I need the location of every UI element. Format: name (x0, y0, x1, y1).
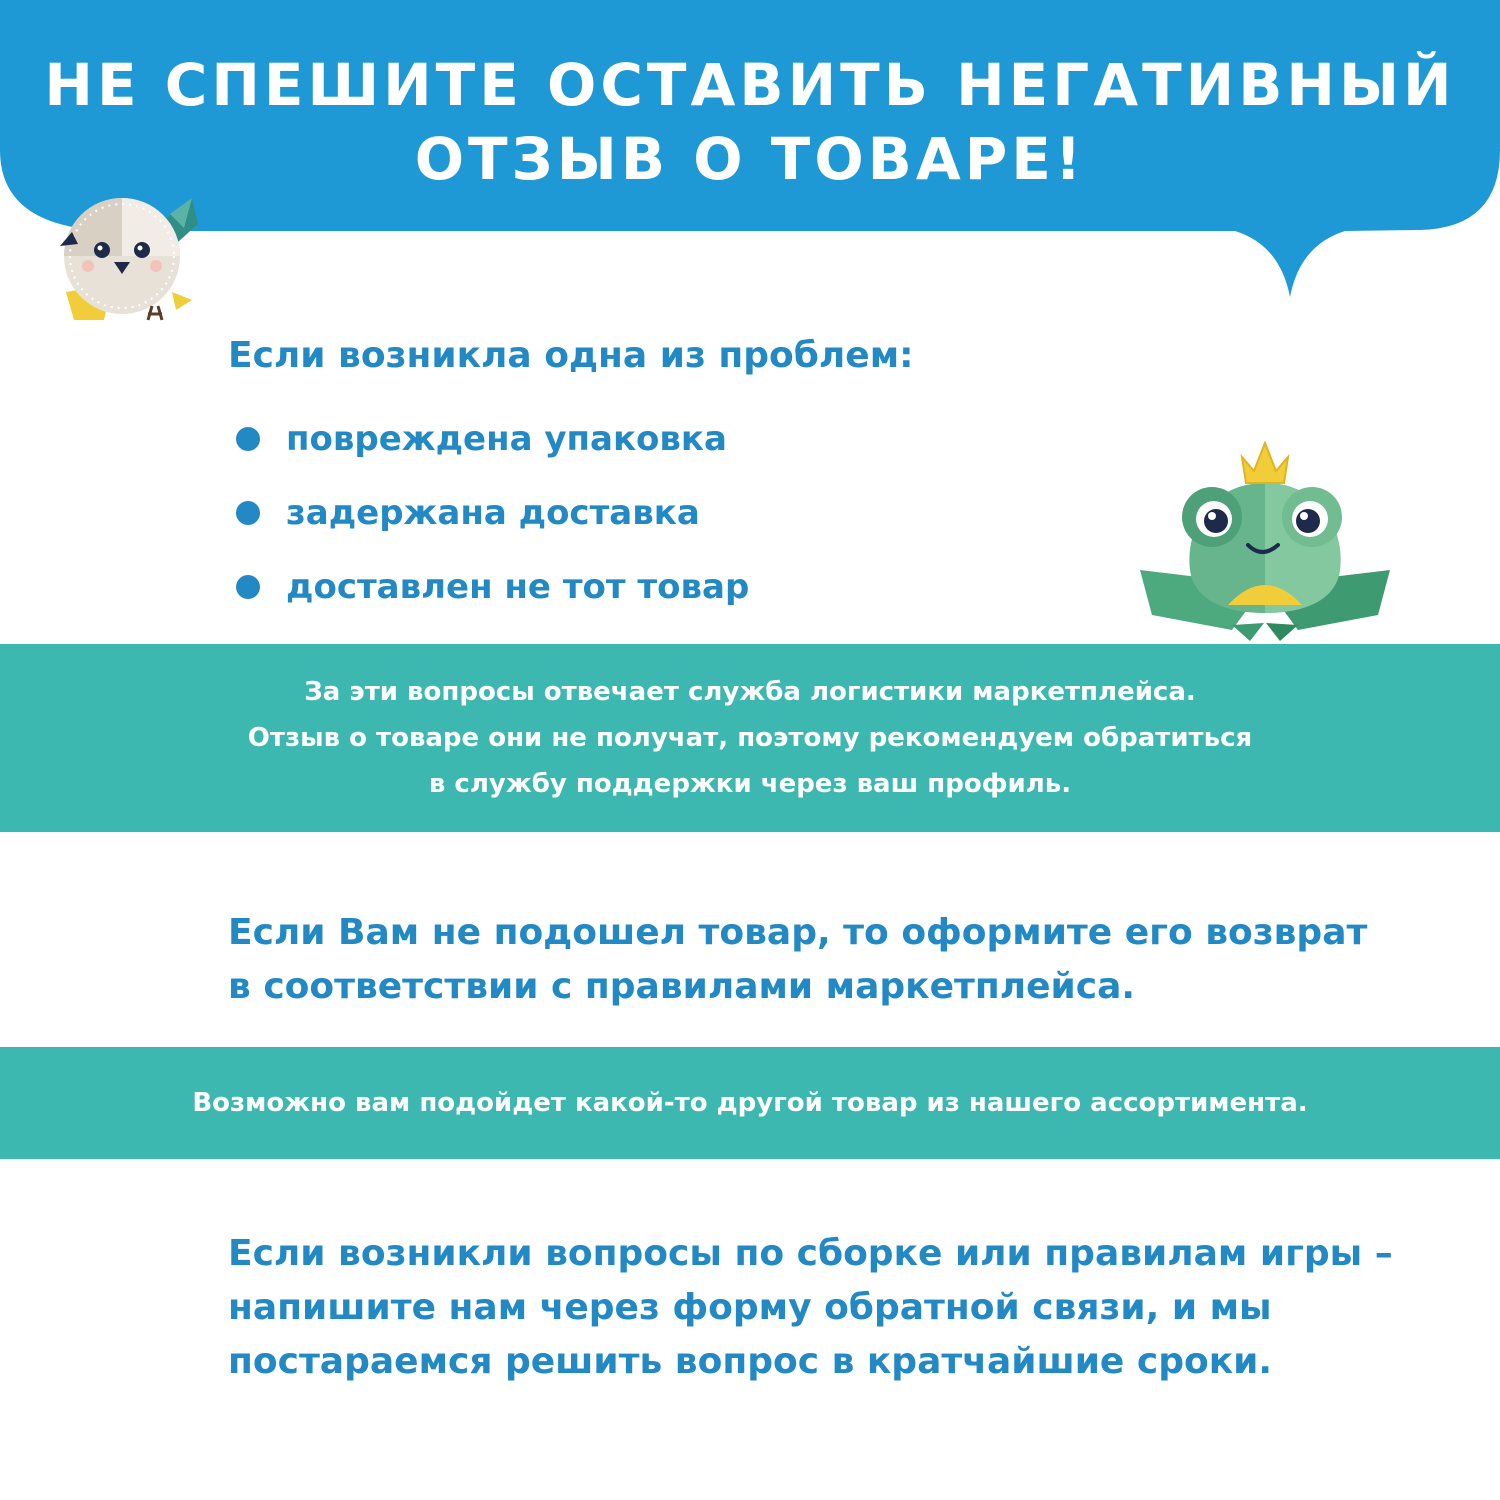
bullet-icon (236, 427, 260, 451)
bullet-icon (236, 575, 260, 599)
frog-prince-mascot-icon (1140, 435, 1390, 645)
problems-heading: Если возникла одна из проблем: (228, 335, 914, 376)
contact-info-text (228, 1227, 1393, 1389)
list-item (236, 550, 749, 624)
problem-list (236, 402, 749, 624)
list-item (236, 476, 749, 550)
problem-text: задержана доставка (286, 493, 700, 533)
bullet-icon (236, 501, 260, 525)
title-line: НЕ СПЕШИТЕ ОСТАВИТЬ НЕГАТИВНЫЙ (44, 51, 1456, 119)
paragraph-line: напишите нам через форму обратной связи, и мы (228, 1287, 1272, 1328)
assortment-note-band (0, 1047, 1500, 1159)
page-title (0, 48, 1500, 196)
logistics-note-band (0, 644, 1500, 832)
paragraph-line: постараемся решить вопрос в кратчайшие сроки. (228, 1341, 1273, 1382)
problem-text: повреждена упаковка (286, 419, 727, 459)
note-line: За эти вопросы отвечает служба логистики маркетплейса. (304, 677, 1196, 707)
paragraph-line: Если Вам не подошел товар, то оформите его возврат (228, 912, 1368, 953)
title-line: ОТЗЫВ О ТОВАРЕ! (414, 125, 1086, 193)
note-line: Возможно вам подойдет какой-то другой товар из нашего ассортимента. (192, 1088, 1308, 1118)
return-info-text (228, 906, 1367, 1014)
owl-mascot-icon (52, 188, 202, 328)
problem-text: доставлен не тот товар (286, 567, 750, 607)
note-line: в службу поддержки через ваш профиль. (428, 769, 1072, 799)
paragraph-line: Если возникли вопросы по сборке или правилам игры – (228, 1233, 1393, 1274)
note-line: Отзыв о товаре они не получат, поэтому рекомендуем обратиться (247, 723, 1253, 753)
list-item (236, 402, 749, 476)
paragraph-line: в соответствии с правилами маркетплейса. (228, 966, 1136, 1007)
